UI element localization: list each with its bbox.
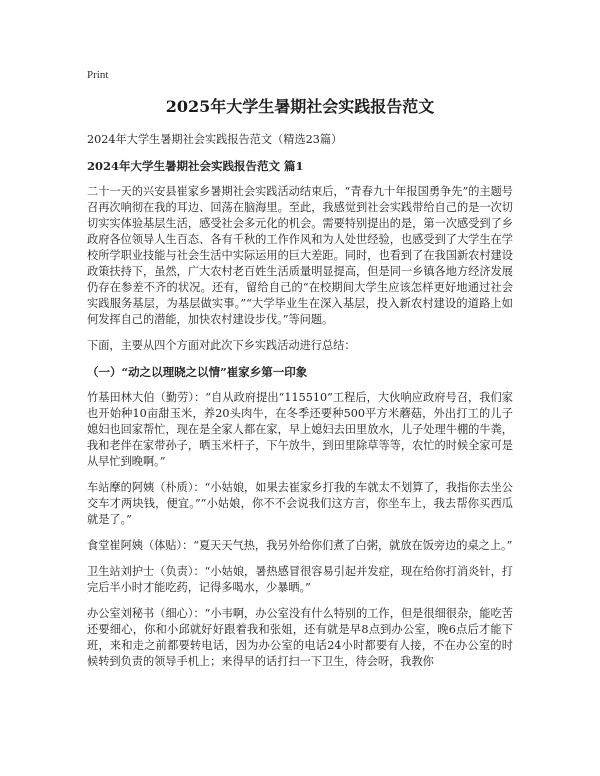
paragraph-farmer: 竹基田林大伯（勤劳）：“自从政府提出“115510”工程后，大伙响应政府号召，我们家也开始种10亩甜玉米，养20头肉牛，在冬季还要种500平方米蘑菇，外出打工的儿子媳妇也回家帮忙，现在是全家人都在家，早上媳妇去田里放水，儿子处理牛棚的牛粪，我和老伴在家带孙子，晒玉米杆子，下午放牛，到田里除草等等，农忙的时候全家可是从早忙到晚啊。”: [87, 391, 513, 468]
paragraph-canteen: 食堂崔阿姨（体贴）：“夏天天气热，我另外给你们煮了白粥，就放在饭旁边的桌之上。”: [87, 539, 513, 552]
document-title: 2025年大学生暑期社会实践报告范文: [165, 97, 435, 116]
paragraph-taxi-driver: 车站摩的阿姨（朴质）：“小姑娘，如果去崔家乡打我的车就太不划算了，我指你去坐公交车才两块钱，便宜。”“小姑娘，你不不会说我们这方言，你坐车上，我去帮你买西瓜就是了。”: [87, 481, 513, 526]
document-subtitle: 2024年大学生暑期社会实践报告范文（精选23篇）: [87, 133, 343, 146]
section-heading: 2024年大学生暑期社会实践报告范文 篇1: [87, 159, 304, 173]
summary-intro-paragraph: 下面，主要从四个方面对此次下乡实践活动进行总结：: [87, 339, 356, 352]
paragraph-nurse: 卫生站刘护士（负责）：“小姑娘，暑热感冒很容易引起并发症，现在给你打消炎针，打完后半小时才能吃药，记得多喝水，少暴晒。”: [87, 565, 513, 594]
intro-paragraph: 二十一天的兴安县崔家乡暑期社会实践活动结束后，“青春九十年报国勇争先”的主题号召再次响彻在我的耳边、回荡在脑海里。至此，我感觉到社会实践带给自己的是一次切切实实体验基层生活，感受社会多元化的机会。需要特别提出的是，第一次感受到了乡政府各位领导人生百态、各有千秋的工作作风和为人处世经验，也感受到了大学生在学校所学职业技能与社会生活中实际运用的巨大差距。同时，也看到了在我国新农村建设政策扶持下，虽然，广大农村老百姓生活质量明显提高，但是同一乡镇各地方经济发展仍存在参差不齐的状况。还有，留给自己的“在校期间大学生应该怎样更好地通过社会实践服务基层，为基层做实事。”“大学毕业生在深入基层，投入新农村建设的道路上如何发挥自己的潜能，加快农村建设步伐。”等问题。: [87, 185, 513, 326]
paragraph-secretary: 办公室刘秘书（细心）：“小韦啊，办公室没有什么特别的工作，但是很细很杂，能吃苦还要细心，你和小邱就好好跟着我和张姐，还有就是早8点到办公室，晚6点后才能下班，来和走之前都要转电话，因为办公室的电话24小时都要有人接，不在办公室的时候转到负责的领导手机上；来得早的话打扫一下卫生，待会呀，我教你: [87, 607, 513, 668]
print-label: Print: [87, 69, 109, 81]
sub-heading-first-impression: （一）“动之以理晓之以情”崔家乡第一印象: [87, 365, 308, 379]
